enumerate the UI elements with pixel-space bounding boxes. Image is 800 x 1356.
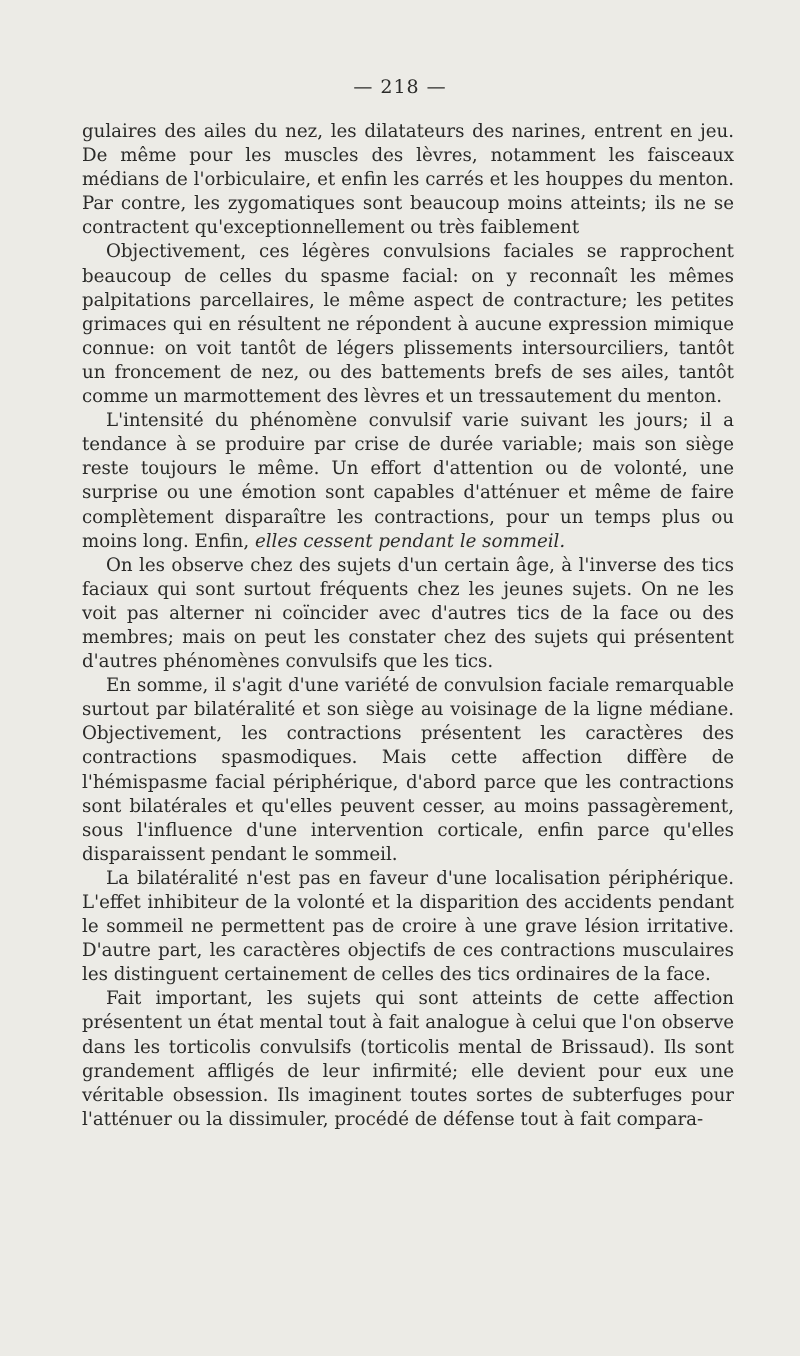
paragraph [82, 409, 734, 554]
italic-phrase: elles cessent pendant le sommeil. [254, 530, 566, 552]
page-number: — 218 — [353, 76, 447, 98]
paragraph: En somme, il s'agit d'une variété de convulsion faciale remarquable surtout par bilatéralité et son siège au voisinage de la ligne médiane. Objectivement, les contractions présentent les caractères des contractions spasmodiques. Mais cette affection diffère de l'hémispasme facial périphérique, d'abord parce que les contractions sont bilatérales et qu'elles peuvent cesser, au moins passagèrement, sous l'influence d'une intervention corticale, enfin parce qu'elles disparaissent pendant le sommeil. [82, 675, 734, 865]
paragraph: On les observe chez des sujets d'un certain âge, à l'inverse des tics faciaux qui sont surtout fréquents chez les jeunes sujets. On ne les voit pas alterner ni coïncider avec d'autres tics de la face ou des membres; mais on peut les constater chez des sujets qui présentent d'autres phénomènes convulsifs que les tics. [82, 554, 734, 673]
paragraph-text: L'intensité du phénomène convulsif varie suivant les jours; il a tendance à se produire par crise de durée variable; mais son siège reste toujours le même. Un effort d'attention ou de volonté, une surprise ou une émotion sont capables d'atténuer et même de faire complètement disparaître les contractions, pour un temps plus ou moins long. Enfin, [82, 410, 734, 552]
paragraph-continued: gulaires des ailes du nez, les dilatateurs des narines, entrent en jeu. De même pour les muscles des lèvres, notamment les faisceaux médians de l'orbiculaire, et enfin les carrés et les houppes du menton. Par contre, les zygomatiques sont beaucoup moins atteints; ils ne se contractent qu'exceptionnellement ou très faiblement [82, 121, 734, 239]
paragraph: Objectivement, ces légères convulsions faciales se rapprochent beaucoup de celles du spasme facial: on y reconnaît les mêmes palpitations parcellaires, le même aspect de contracture; les petites grimaces qui en résultent ne répondent à aucune expression mimique connue: on voit tantôt de légers plissements intersourciliers, tantôt un froncement de nez, ou des battements brefs de ses ailes, tantôt comme un marmottement des lèvres et un tressautement du menton. [82, 241, 734, 408]
paragraph: Fait important, les sujets qui sont atteints de cette affection présentent un état mental tout à fait analogue à celui que l'on observe dans les torticolis convulsifs (torticolis mental de Brissaud). Ils sont grandement affligés de leur infirmité; elle devient pour eux une véritable obsession. Ils imaginent toutes sortes de subterfuges pour l'atténuer ou la dissimuler, procédé de défense tout à fait compara- [82, 988, 734, 1130]
body-text [82, 120, 734, 1132]
paragraph: La bilatéralité n'est pas en faveur d'une localisation périphérique. L'effet inhibiteur de la volonté et la disparition des accidents pendant le sommeil ne permettent pas de croire à une grave lésion irritative. D'autre part, les caractères objectifs de ces contractions musculaires les distinguent certainement de celles des tics ordinaires de la face. [82, 867, 734, 986]
